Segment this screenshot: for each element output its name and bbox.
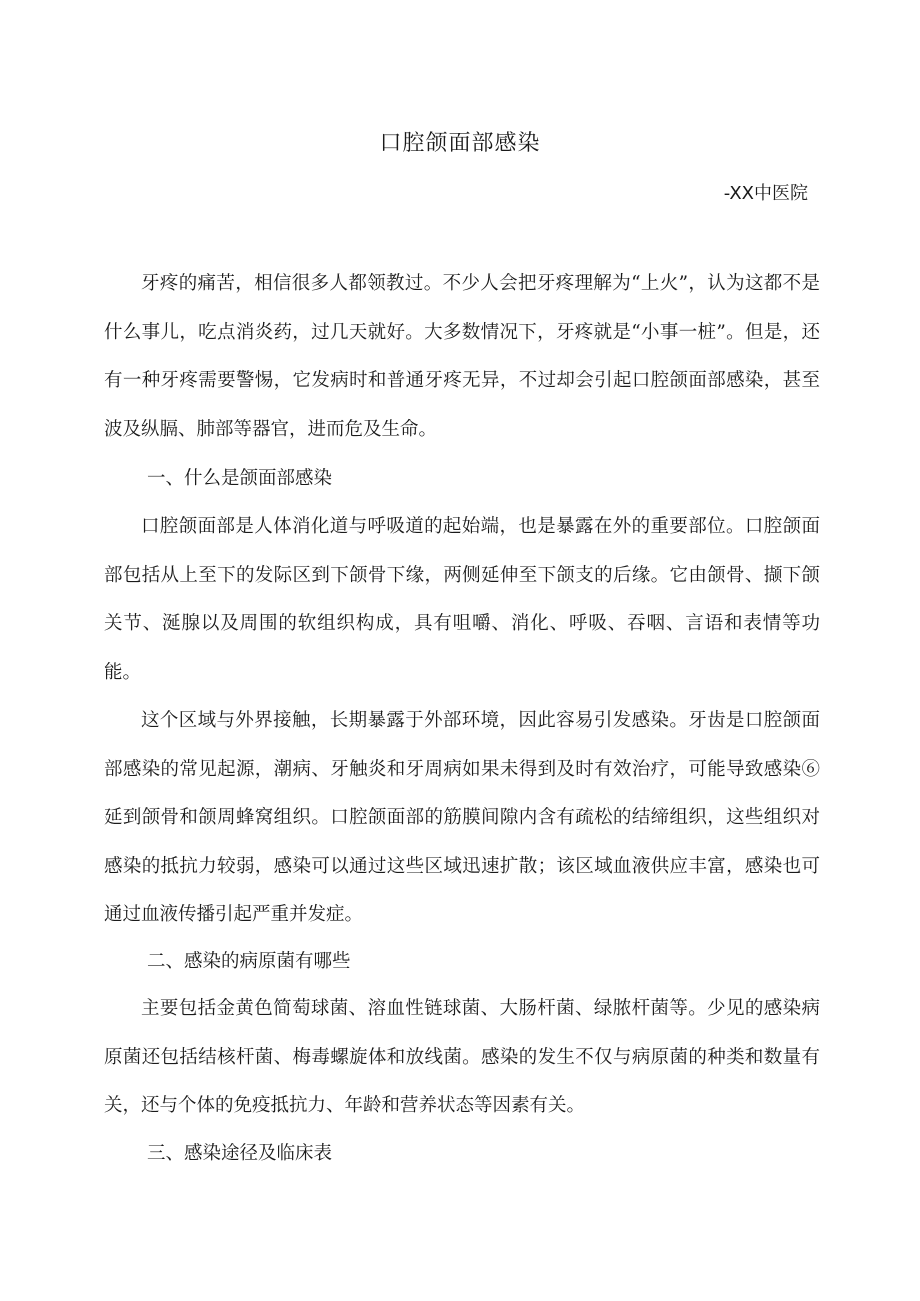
intro-paragraph: 牙疼的痛苦，相信很多人都领教过。不少人会把牙疼理解为“上火”，认为这都不是什么事儿，吃点消炎药，过几天就好。大多数情况下，牙疼就是“小事一桩”。但是，还有一种牙疼需要警惕，它发病时和普通牙疼无异，不过却会引起口腔颌面部感染，甚至波及纵膈、肺部等器官，进而危及生命。 bbox=[104, 273, 820, 440]
document-author: -XX中医院 bbox=[723, 183, 808, 204]
section-1-paragraph-2: 这个区域与外界接触，长期暴露于外部环境，因此容易引发感染。牙齿是口腔颌面部感染的常见起源，潮病、牙触炎和牙周病如果未得到及时有效治疗，可能导致感染⑥延到颌骨和颌周蜂窝组织。口腔颌面部的筋膜间隙内含有疏松的结缔组织，这些组织对感染的抵抗力较弱，感染可以通过这些区域迅速扩散；该区域血液供应丰富，感染也可通过血液传播引起严重并发症。 bbox=[104, 710, 820, 925]
document-title: 口腔颌面部感染 bbox=[379, 131, 541, 156]
section-2-paragraph-1: 主要包括金黄色简萄球菌、溶血性链球菌、大肠杆菌、绿脓杆菌等。少见的感染病原菌还包括结核杆菌、梅毒螺旋体和放线菌。感染的发生不仅与病原菌的种类和数量有关，还与个体的免疫抵抗力、年龄和营养状态等因素有关。 bbox=[104, 998, 820, 1116]
section-1-paragraph-1: 口腔颌面部是人体消化道与呼吸道的起始端，也是暴露在外的重要部位。口腔颌面部包括从上至下的发际区到下颌骨下缘，两侧延伸至下颌支的后缘。它由颌骨、撷下颌关节、涎腺以及周围的软组织构成，具有咀嚼、消化、呼吸、吞咽、言语和表情等功能。 bbox=[104, 516, 820, 683]
section-heading-3: 三、感染途径及临床表 bbox=[147, 1143, 333, 1164]
section-heading-2: 二、感染的病原菌有哪些 bbox=[147, 951, 351, 972]
section-heading-1: 一、什么是颌面部感染 bbox=[147, 468, 333, 489]
